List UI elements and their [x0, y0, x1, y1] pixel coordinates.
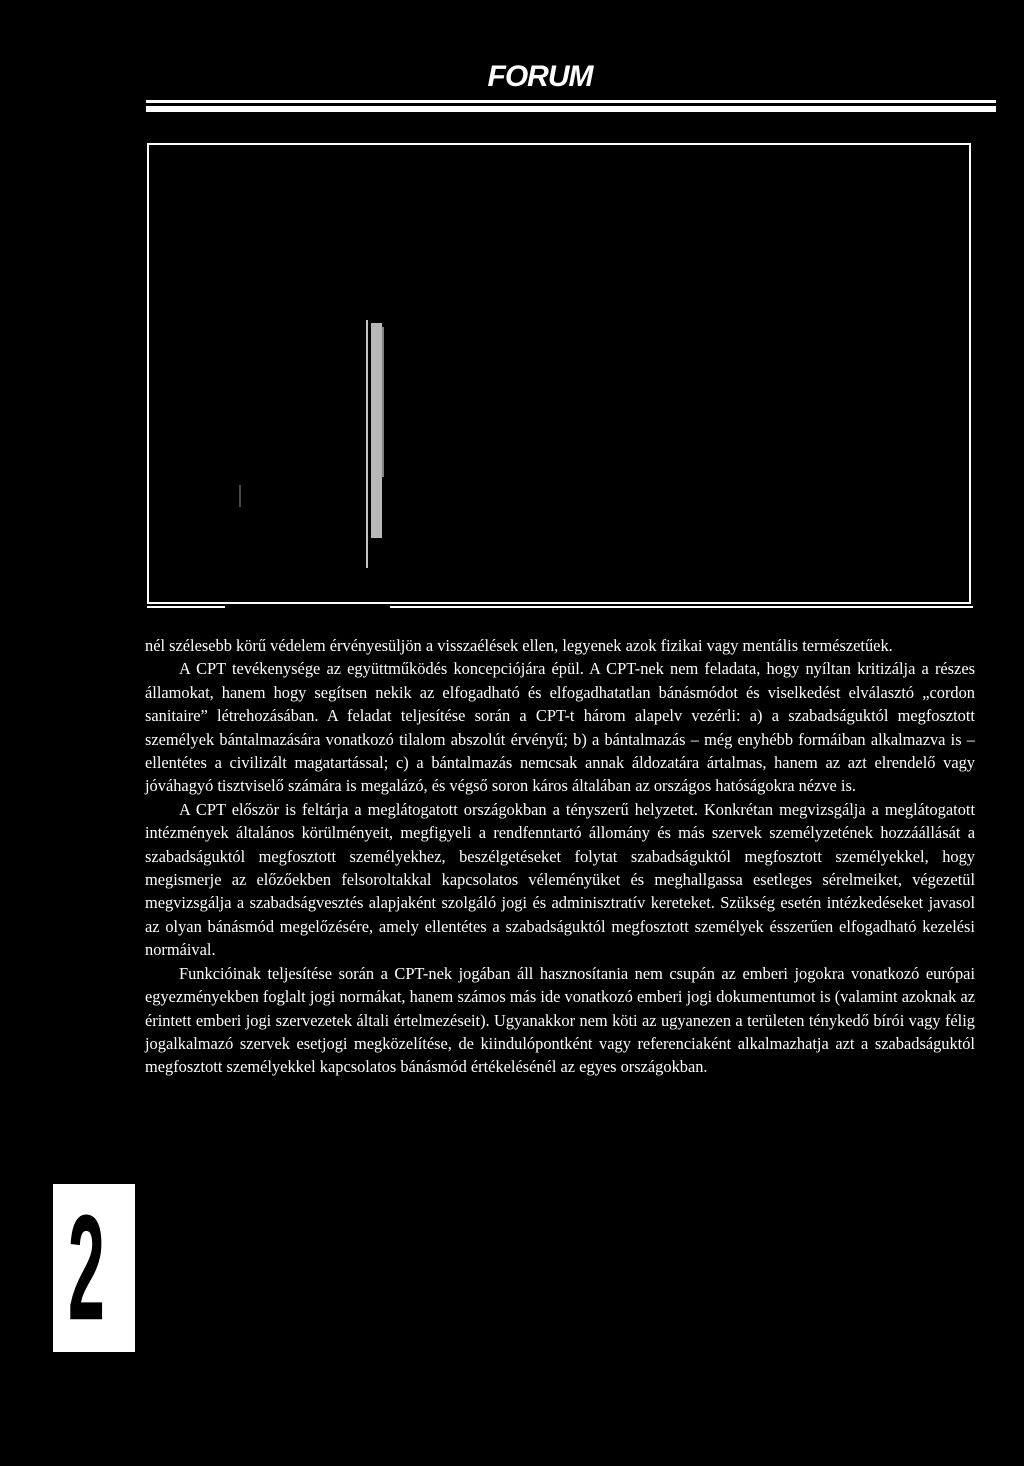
header-rule [146, 100, 996, 103]
paragraph: nél szélesebb körű védelem érvényesüljön a visszaélések ellen, legyenek azok fizikai vagy mentális természetűek. [145, 636, 893, 655]
paragraph: Funkcióinak teljesítése során a CPT-nek jogában áll hasznosítania nem csupán az emberi jogokra vonatkozó európai egyezményekben foglalt jogi normákat, hanem számos más ide vonatkozó emberi jogi dokumentumot is (valamint azoknak az érintett emberi jogi szervezetek általi értelmezéseit). Ugyanakkor nem köti az ugyanezen a területen ténykedő bírói vagy félig jogalkalmazó szervek esetjogi megközelítése, de kiindulópontként vagy referenciaként alkalmazhatja azt a szabadságuktól megfosztott személyekkel kapcsolatos bánásmód értékelésénél az egyes országokban. [145, 963, 975, 1077]
article-body [145, 634, 975, 1079]
photo-bar-main [371, 323, 382, 538]
paragraph: A CPT tevékenysége az együttműködés koncepciójára épül. A CPT-nek nem feladata, hogy nyíltan kritizálja a részes államokat, hanem hogy segítsen nekik az elfogadható és elfogadhatatlan bánásmódot és viselkedést elválasztó „cordon sanitaire” létrehozásában. A feladat teljesítése során a CPT-t három alapelv vezérli: a) a szabadságuktól megfosztott személyek bántalmazására vonatkozó tilalom abszolút érvényű; b) a bántalmazás – még enyhébb formáiban alkalmazva is – ellentétes a civilizált magatartással; c) a bántalmazás nemcsak annak áldozatára ártalmas, hanem az azt elrendelő vagy jóváhagyó tisztviselő számára is megalázó, és végső soron káros általában az országos hatóságokra nézve is. [145, 659, 975, 796]
paragraph: A CPT először is feltárja a meglátogatott országokban a tényszerű helyzetet. Konkrétan megvizsgálja a meglátogatott intézmények általános körülményeit, megfigyeli a rendfenntartó állomány és más szervek személyzetének hozzáállását a szabadságuktól megfosztott személyekhez, beszélgetéseket folytat szabadságuktól megfosztott személyekkel, hogy megismerje az előzőekben felsoroltakkal kapcsolatos véleményüket és meghallgassa esetleges sérelmeiket, végezetül megvizsgálja a szabadságvesztés alapjaként szolgáló jogi és adminisztratív kereteket. Szükség esetén intézkedéseket javasol az olyan bánásmód megelőzésére, amely ellentétes a szabadságuktól megfosztott személyek ésszerűen elfogadható kezelési normáival. [145, 799, 975, 960]
page-number-digit: 2 [68, 1184, 105, 1352]
photo-bottom-rule-right [390, 606, 973, 608]
photo-bar-left [366, 320, 368, 568]
header-rule-thick [146, 106, 996, 112]
page-number-digit: 0 [134, 1184, 172, 1352]
page-number [53, 1184, 172, 1352]
photo-bottom-rule-left [147, 606, 225, 608]
header-title: FORUM [487, 60, 593, 93]
photo-bar-edge [382, 327, 384, 477]
photo-frame [147, 143, 971, 604]
photo-spot [239, 485, 241, 507]
